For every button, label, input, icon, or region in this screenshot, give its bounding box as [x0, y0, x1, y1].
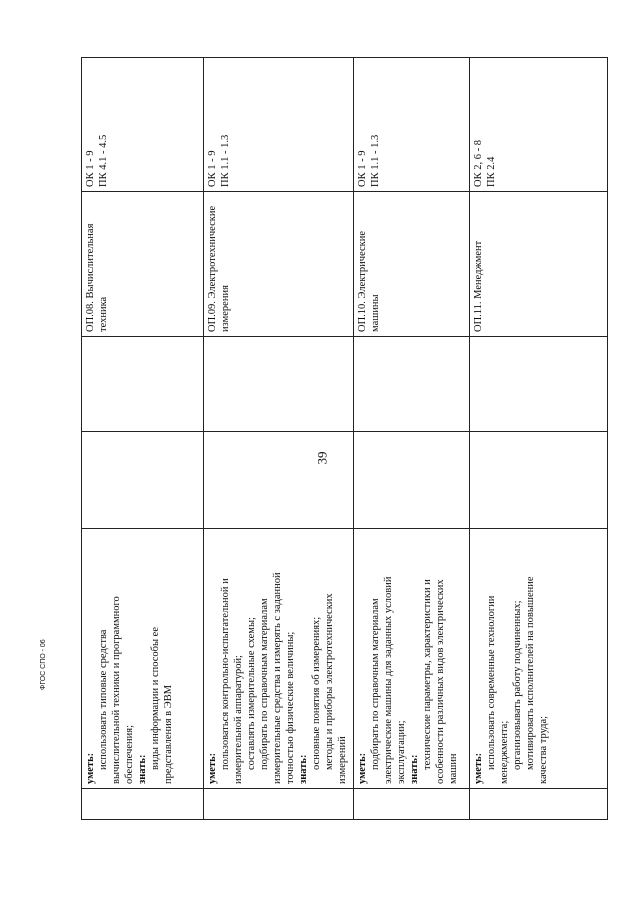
- skills-knowledge-cell: [354, 529, 470, 789]
- competences-cell: ОК 1 - 9 ПК 4.1 - 4.5: [82, 58, 204, 192]
- section-keyword: уметь:: [357, 752, 368, 784]
- section-keyword: знать:: [137, 754, 148, 784]
- table-row: [354, 58, 470, 820]
- skills-knowledge-cell: [82, 529, 204, 789]
- hours-study-cell: [470, 337, 608, 432]
- index-cell: [82, 789, 204, 820]
- hours-study-cell: [354, 337, 470, 432]
- requirement-line: особенности различных видов электрических: [435, 579, 446, 784]
- index-cell: [354, 789, 470, 820]
- requirement-line: представления в ЭВМ: [163, 684, 174, 784]
- hours-max-cell: [204, 432, 354, 529]
- requirement-line: менеджмента;: [499, 720, 510, 784]
- curriculum-table: [81, 57, 608, 820]
- section-keyword: знать:: [409, 754, 420, 784]
- table-row: [82, 58, 204, 820]
- requirement-line: мотивировать исполнителей на повышение: [525, 576, 536, 770]
- index-cell: [470, 789, 608, 820]
- discipline-cell: ОП.09. Электротехнические измерения: [204, 192, 354, 337]
- requirement-line: составлять измерительные схемы;: [246, 617, 257, 770]
- skills-knowledge-cell: [204, 529, 354, 789]
- footer-label: ФГОС СПО - 06: [40, 639, 47, 690]
- requirement-line: подбирать по справочным материалам: [370, 598, 381, 770]
- section-keyword: знать:: [298, 754, 309, 784]
- requirement-line: качества труда;: [538, 715, 549, 784]
- section-keyword: уметь:: [207, 752, 218, 784]
- hours-study-cell: [204, 337, 354, 432]
- competences-cell: ОК 1 - 9 ПК 1.1 - 1.3: [204, 58, 354, 192]
- index-cell: [204, 789, 354, 820]
- page-number: 39: [314, 451, 330, 465]
- competences-cell: ОК 1 - 9 ПК 1.1 - 1.3: [354, 58, 470, 192]
- requirement-line: технические параметры, характеристики и: [422, 579, 433, 770]
- hours-max-cell: [354, 432, 470, 529]
- requirement-line: вычислительной техники и программного: [111, 596, 122, 784]
- hours-max-cell: [82, 432, 204, 529]
- hours-max-cell: [470, 432, 608, 529]
- requirement-line: обеспечения;: [124, 725, 135, 784]
- discipline-cell: ОП.11. Менеджмент: [470, 192, 608, 337]
- hours-study-cell: [82, 337, 204, 432]
- requirement-line: измерений: [337, 736, 348, 784]
- table-row: [470, 58, 608, 820]
- requirement-line: виды информации и способы ее: [150, 627, 161, 770]
- requirement-line: пользоваться контрольно-испытательной и: [220, 578, 231, 770]
- section-keyword: уметь:: [85, 752, 96, 784]
- table-row: [204, 58, 354, 820]
- requirement-line: измерительные средства и измерять с заданной: [272, 572, 283, 784]
- section-keyword: уметь:: [473, 752, 484, 784]
- requirement-line: использовать типовые средства: [98, 629, 109, 770]
- competences-cell: ОК 2, 6 - 8 ПК 2.4: [470, 58, 608, 192]
- requirement-line: точностью физические величины;: [285, 631, 296, 784]
- requirement-line: подбирать по справочным материалам: [259, 598, 270, 770]
- requirement-line: методы и приборы электротехнических: [324, 593, 335, 770]
- requirement-line: эксплуатации;: [396, 720, 407, 784]
- requirement-line: машин: [448, 753, 459, 784]
- requirement-line: организовывать работу подчиненных;: [512, 600, 523, 770]
- requirement-line: использовать современные технологии: [486, 595, 497, 770]
- discipline-cell: ОП.08. Вычислительная техника: [82, 192, 204, 337]
- skills-knowledge-cell: [470, 529, 608, 789]
- requirement-line: электрические машины для заданных условий: [383, 576, 394, 784]
- rotated-table-container: [81, 58, 607, 820]
- requirement-line: измерительной аппаратурой;: [233, 655, 244, 784]
- requirement-line: основные понятия об измерениях;: [311, 616, 322, 770]
- discipline-cell: ОП.10. Электрические машины: [354, 192, 470, 337]
